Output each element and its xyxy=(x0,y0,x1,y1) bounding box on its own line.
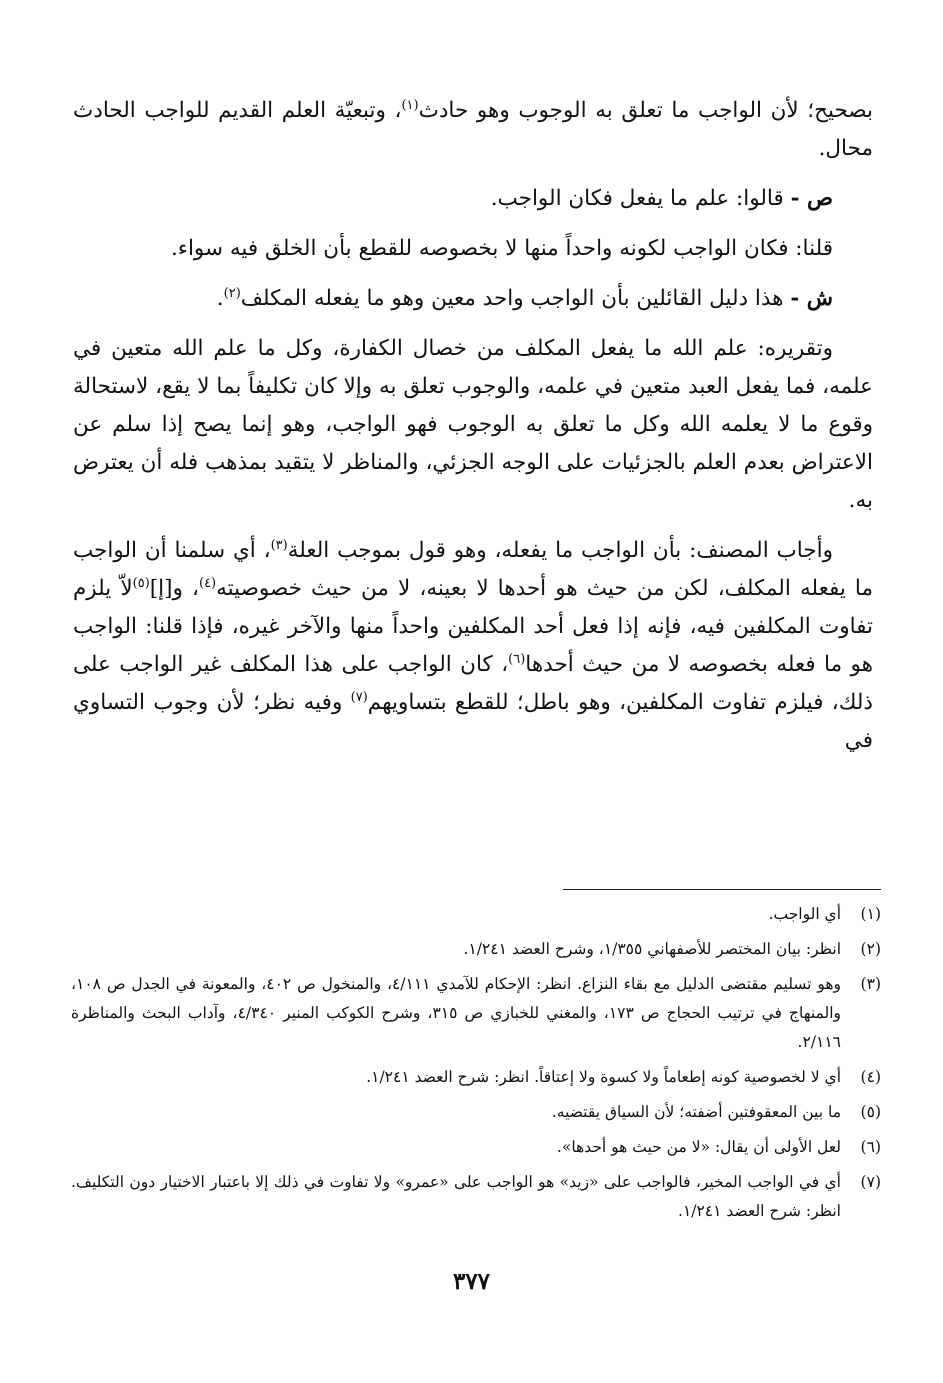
footnote-text: انظر: بيان المختصر للأصفهاني ١/٣٥٥، وشرح العضد ١/٢٤١. xyxy=(463,940,841,958)
footnote-number: (١) xyxy=(860,905,881,923)
footnote-number: (٥) xyxy=(860,1103,881,1121)
paragraph-1 xyxy=(73,92,873,168)
footnote-item xyxy=(71,1133,881,1162)
footnote-text: وهو تسليم مقتضى الدليل مع بقاء النزاع. انظر: الإحكام للآمدي ٤/١١١، والمنخول ص ٤٠٢، والمعونة في الجدل ص ١٠٨، والمنهاج في ترتيب الحجاج ص ١٧٣، والمغني للخبازي ص ٣١٥، وشرح الكوكب المنير ٤/٣٤٠، وآداب البحث والمناظرة ٢/١١٦. xyxy=(71,975,841,1051)
footnote-number: (٦) xyxy=(860,1138,881,1156)
paragraph-3: قلنا: فكان الواجب لكونه واحداً منها لا بخصوصه للقطع بأن الخلق فيه سواء. xyxy=(171,236,833,261)
text-run: قالوا: علم ما يفعل فكان الواجب. xyxy=(490,186,791,211)
footnote-ref-7: (٧) xyxy=(350,689,368,705)
paragraph-2 xyxy=(73,180,873,218)
page-number: ٣٧٧ xyxy=(452,1268,491,1295)
text-run: وأجاب المصنف: بأن الواجب ما يفعله، وهو قول بموجب العلة xyxy=(287,538,833,563)
footnote-number: (٢) xyxy=(860,940,881,958)
footnote-ref-4: (٤) xyxy=(198,575,217,591)
section-marker-shin: ش - xyxy=(790,286,833,311)
footnote-item xyxy=(71,1098,881,1127)
main-text xyxy=(73,92,873,772)
footnote-item xyxy=(71,1168,881,1226)
footnote-text: لعل الأولى أن يقال: «لا من حيث هو أحدها». xyxy=(556,1138,841,1156)
footnote-item xyxy=(71,900,881,929)
text-run: . xyxy=(216,286,224,311)
footnote-ref-6: (٦) xyxy=(508,651,526,667)
footnote-item xyxy=(71,1063,881,1092)
paragraph-5: وتقريره: علم الله ما يفعل المكلف من خصال الكفارة، وكل ما علم الله متعين في علمه، فما يفعل العبد متعين في علمه، والوجوب تعلق به وإلا كان تكليفاً بما لا يقع، لاستحالة وقوع ما لا يعلمه الله وكل ما تعلق به الوجوب فهو الواجب، وهو إنما يصح إذا سلم عن الاعتراض بعدم العلم بالجزئيات على الوجه الجزئي، والمناظر لا يتقيد بمذهب فله أن يعترض به. xyxy=(73,336,873,513)
footnote-ref-5: (٥) xyxy=(132,575,150,591)
section-marker-sad: ص - xyxy=(790,186,833,211)
text-run: بصحيح؛ لأن الواجب ما تعلق به الوجوب وهو حادث xyxy=(418,98,873,123)
footnote-number: (٣) xyxy=(860,975,881,993)
text-run: ، وتبعيّة العلم القديم للواجب الحادث محال. xyxy=(73,98,873,161)
footnote-separator xyxy=(563,889,881,890)
footnote-text: أي لا لخصوصية كونه إطعاماً ولا كسوة ولا إعتاقاً. انظر: شرح العضد ١/٢٤١. xyxy=(366,1068,841,1086)
text-run: ، أي سلمنا أن الواجب ما يفعله المكلف، لكن من حيث هو أحدها لا بعينه، لا من حيث خصوصيته xyxy=(73,538,873,601)
footnote-ref-2: (٢) xyxy=(223,285,241,301)
footnote-text: ما بين المعقوفتين أضفته؛ لأن السياق يقتضيه. xyxy=(551,1103,841,1121)
text-run: وفيه نظر؛ لأن وجوب التساوي في xyxy=(73,690,873,753)
footnote-item xyxy=(71,935,881,964)
footnote-number: (٧) xyxy=(860,1173,881,1191)
paragraph-6 xyxy=(73,532,873,760)
footnote-item xyxy=(71,970,881,1057)
footnotes xyxy=(71,900,881,1232)
footnote-text: أي في الواجب المخير، فالواجب على «زيد» هو الواجب على «عمرو» ولا تفاوت في ذلك إلا باعتبار الاختيار دون التكليف. انظر: شرح العضد ١/٢٤١. xyxy=(71,1173,841,1220)
text-run: ، كان الواجب على هذا المكلف غير الواجب على ذلك، فيلزم تفاوت المكلفين، وهو باطل؛ للقطع بتساويهم xyxy=(73,652,873,715)
footnote-text: أي الواجب. xyxy=(768,905,841,923)
text-run: لاّ يلزم تفاوت المكلفين فيه، فإنه إذا فعل أحد المكلفين واحداً منها والآخر غيره، فإذا قلنا: الواجب هو ما فعله بخصوصه لا من حيث أحدها xyxy=(73,576,874,677)
text-run: ، و[إ] xyxy=(149,576,199,601)
footnote-ref-1: (١) xyxy=(401,97,419,113)
text-run: هذا دليل القائلين بأن الواجب واحد معين وهو ما يفعله المكلف xyxy=(240,286,791,311)
paragraph-4 xyxy=(73,280,873,318)
footnote-ref-3: (٣) xyxy=(270,537,288,553)
footnote-number: (٤) xyxy=(860,1068,881,1086)
